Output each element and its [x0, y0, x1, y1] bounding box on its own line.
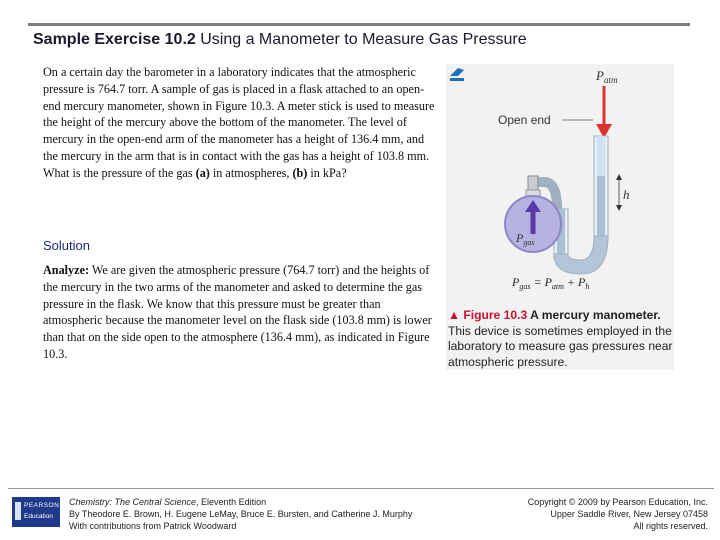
- book-edition: , Eleventh Edition: [196, 497, 267, 507]
- logo-top-text: PEARSON: [24, 502, 60, 509]
- h-label: h: [623, 187, 630, 202]
- problem-statement: [43, 64, 435, 182]
- part-b-label: (b): [292, 165, 308, 180]
- analyze-label: Analyze:: [43, 263, 90, 277]
- figure-caption: [448, 308, 676, 370]
- book-title: Chemistry: The Central Science: [69, 497, 197, 507]
- address-line: Upper Saddle River, New Jersey 07458: [550, 509, 708, 519]
- eq-mid-sub: atm: [551, 282, 564, 291]
- p-atm-label: P: [596, 68, 604, 83]
- eq-rhs-sub: h: [585, 282, 590, 291]
- open-end-label: Open end: [498, 113, 551, 127]
- caption-figure-number: ▲ Figure 10.3: [448, 308, 528, 322]
- title-text: Using a Manometer to Measure Gas Pressure: [195, 31, 527, 48]
- logo-mark-icon: [15, 502, 21, 520]
- logo-bottom-text: Education: [24, 513, 53, 520]
- top-rule: [28, 23, 690, 26]
- caption-title: A mercury manometer.: [527, 308, 661, 322]
- footer-copyright: [528, 496, 708, 532]
- rights-line: All rights reserved.: [633, 521, 708, 531]
- eq-lhs: P: [512, 275, 520, 289]
- footer-rule: [8, 488, 714, 489]
- problem-mid-text: in atmospheres,: [209, 165, 293, 180]
- part-a-label: (a): [195, 165, 210, 180]
- corner-arrow-icon: [450, 68, 464, 81]
- pearson-logo: [12, 497, 60, 527]
- problem-end-text: in kPa?: [307, 165, 347, 180]
- caption-text: This device is sometimes employed in the laboratory to measure gas pressures near atmospheric pressure.: [448, 323, 673, 369]
- analyze-paragraph: [43, 262, 435, 363]
- footer-citation: [69, 496, 412, 532]
- page-title: [33, 31, 527, 49]
- title-exercise-number: Sample Exercise 10.2: [33, 31, 196, 48]
- footer-authors: By Theodore E. Brown, H. Eugene LeMay, Bruce E. Bursten, and Catherine J. Murphy: [69, 509, 413, 519]
- svg-text:Patm: [595, 68, 618, 85]
- p-gas-label: P: [516, 231, 524, 245]
- eq-mid: = P: [530, 275, 552, 289]
- open-arm-mercury: [597, 176, 605, 244]
- footer-book-line: [69, 496, 412, 508]
- p-gas-subscript: gas: [523, 238, 535, 247]
- analyze-text: We are given the atmospheric pressure (764.7 torr) and the heights of the mercury in the two arms of the manometer and asked to determine the gas pressure in the flask. We know that this pressure must be greater than atmospheric because the manometer level on the flask side (103.8 mm) is lower than that on the side open to the atmosphere (136.4 mm), as indicated in Figure 10.3.: [43, 263, 432, 361]
- problem-text: On a certain day the barometer in a laboratory indicates that the atmospheric pressure is 764.7 torr. A sample of gas is placed in a flask attached to an open-end mercury manometer, shown in Figure 10.3. A meter stick is used to measure the height of the mercury above the bottom of the manometer. The level of mercury in the open-end arm of the manometer has a height of 136.4 mm, and the mercury in the arm that is in contact with the gas has a height of 103.8 mm. What is the pressure of the gas: [43, 65, 435, 180]
- eq-rhs: + P: [563, 275, 586, 289]
- p-atm-subscript: atm: [603, 75, 618, 85]
- footer-contributions: With contributions from Patrick Woodward: [69, 521, 237, 531]
- copyright-line: Copyright © 2009 by Pearson Education, Inc.: [527, 497, 708, 507]
- svg-text:Pgas = Patm + Ph: [511, 275, 589, 291]
- eq-lhs-sub: gas: [519, 282, 531, 291]
- solution-heading: Solution: [43, 238, 90, 253]
